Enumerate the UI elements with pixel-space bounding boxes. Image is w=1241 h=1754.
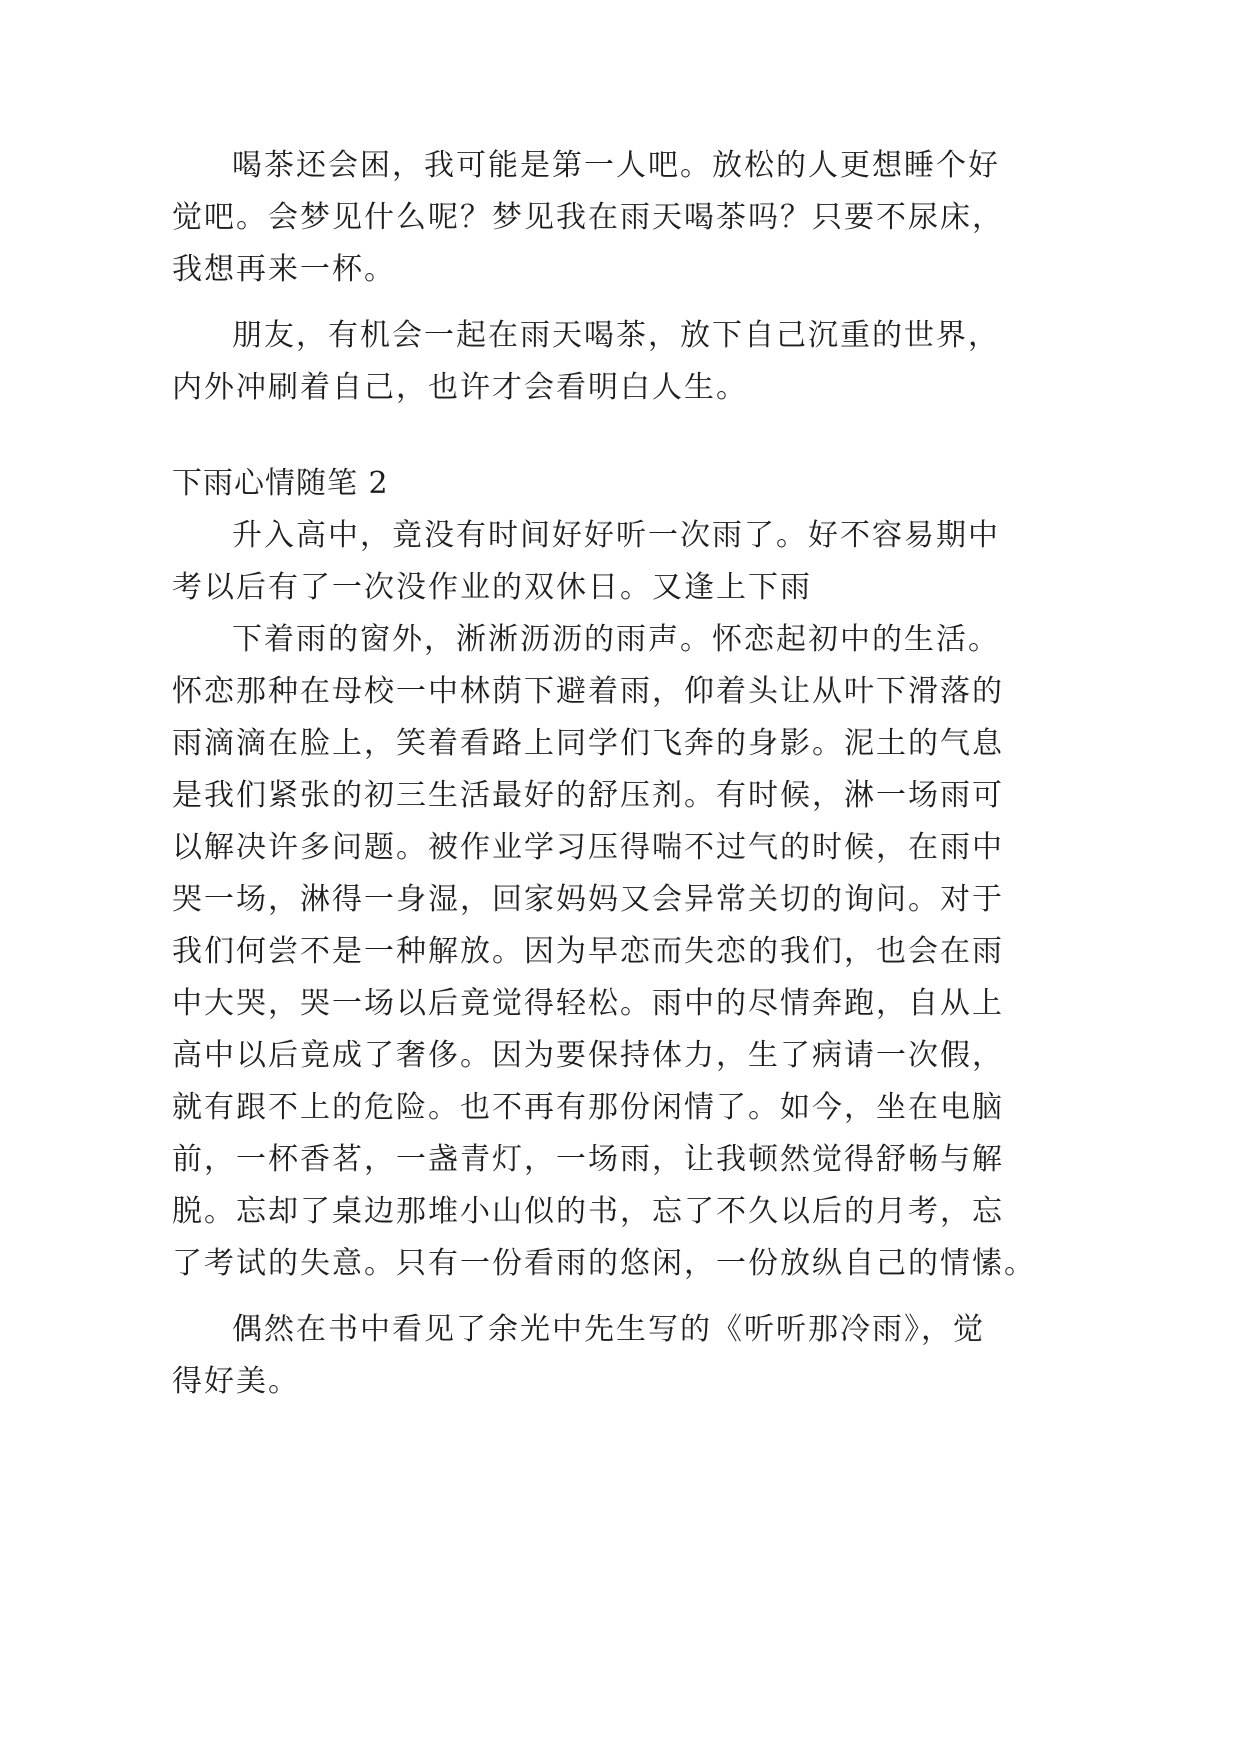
text-line: 哭一场，淋得一身湿，回家妈妈又会异常关切的询问。对于 — [172, 882, 1004, 917]
text-line: 中大哭，哭一场以后竟觉得轻松。雨中的尽情奔跑，自从上 — [172, 986, 1004, 1021]
text-line: 升入高中，竟没有时间好好听一次雨了。好不容易期中 — [232, 518, 1000, 553]
text-line: 怀恋那种在母校一中林荫下避着雨，仰着头让从叶下滑落的 — [172, 674, 1004, 709]
text-line: 是我们紧张的初三生活最好的舒压剂。有时候，淋一场雨可 — [172, 778, 1004, 813]
section-title: 下雨心情随笔 2 — [172, 466, 389, 501]
text-line: 喝茶还会困，我可能是第一人吧。放松的人更想睡个好 — [232, 148, 1000, 183]
text-line: 了考试的失意。只有一份看雨的悠闲，一份放纵自己的情愫。 — [172, 1246, 1036, 1281]
text-line: 我们何尝不是一种解放。因为早恋而失恋的我们，也会在雨 — [172, 934, 1004, 969]
text-line: 考以后有了一次没作业的双休日。又逢上下雨 — [172, 570, 812, 605]
text-line: 得好美。 — [172, 1364, 300, 1399]
text-line: 我想再来一杯。 — [172, 252, 396, 287]
text-line: 高中以后竟成了奢侈。因为要保持体力，生了病请一次假， — [172, 1038, 1004, 1073]
text-line: 觉吧。会梦见什么呢？梦见我在雨天喝茶吗？只要不尿床， — [172, 200, 1004, 235]
text-line: 雨滴滴在脸上，笑着看路上同学们飞奔的身影。泥土的气息 — [172, 726, 1004, 761]
text-line: 下着雨的窗外，淅淅沥沥的雨声。怀恋起初中的生活。 — [232, 622, 1000, 657]
text-line: 以解决许多问题。被作业学习压得喘不过气的时候，在雨中 — [172, 830, 1004, 865]
text-line: 内外冲刷着自己，也许才会看明白人生。 — [172, 370, 748, 405]
text-line: 前，一杯香茗，一盏青灯，一场雨，让我顿然觉得舒畅与解 — [172, 1142, 1004, 1177]
text-line: 脱。忘却了桌边那堆小山似的书，忘了不久以后的月考，忘 — [172, 1194, 1004, 1229]
text-line: 就有跟不上的危险。也不再有那份闲情了。如今，坐在电脑 — [172, 1090, 1004, 1125]
text-line: 朋友，有机会一起在雨天喝茶，放下自己沉重的世界， — [232, 318, 1000, 353]
text-line: 偶然在书中看见了余光中先生写的《听听那冷雨》，觉 — [232, 1312, 985, 1347]
